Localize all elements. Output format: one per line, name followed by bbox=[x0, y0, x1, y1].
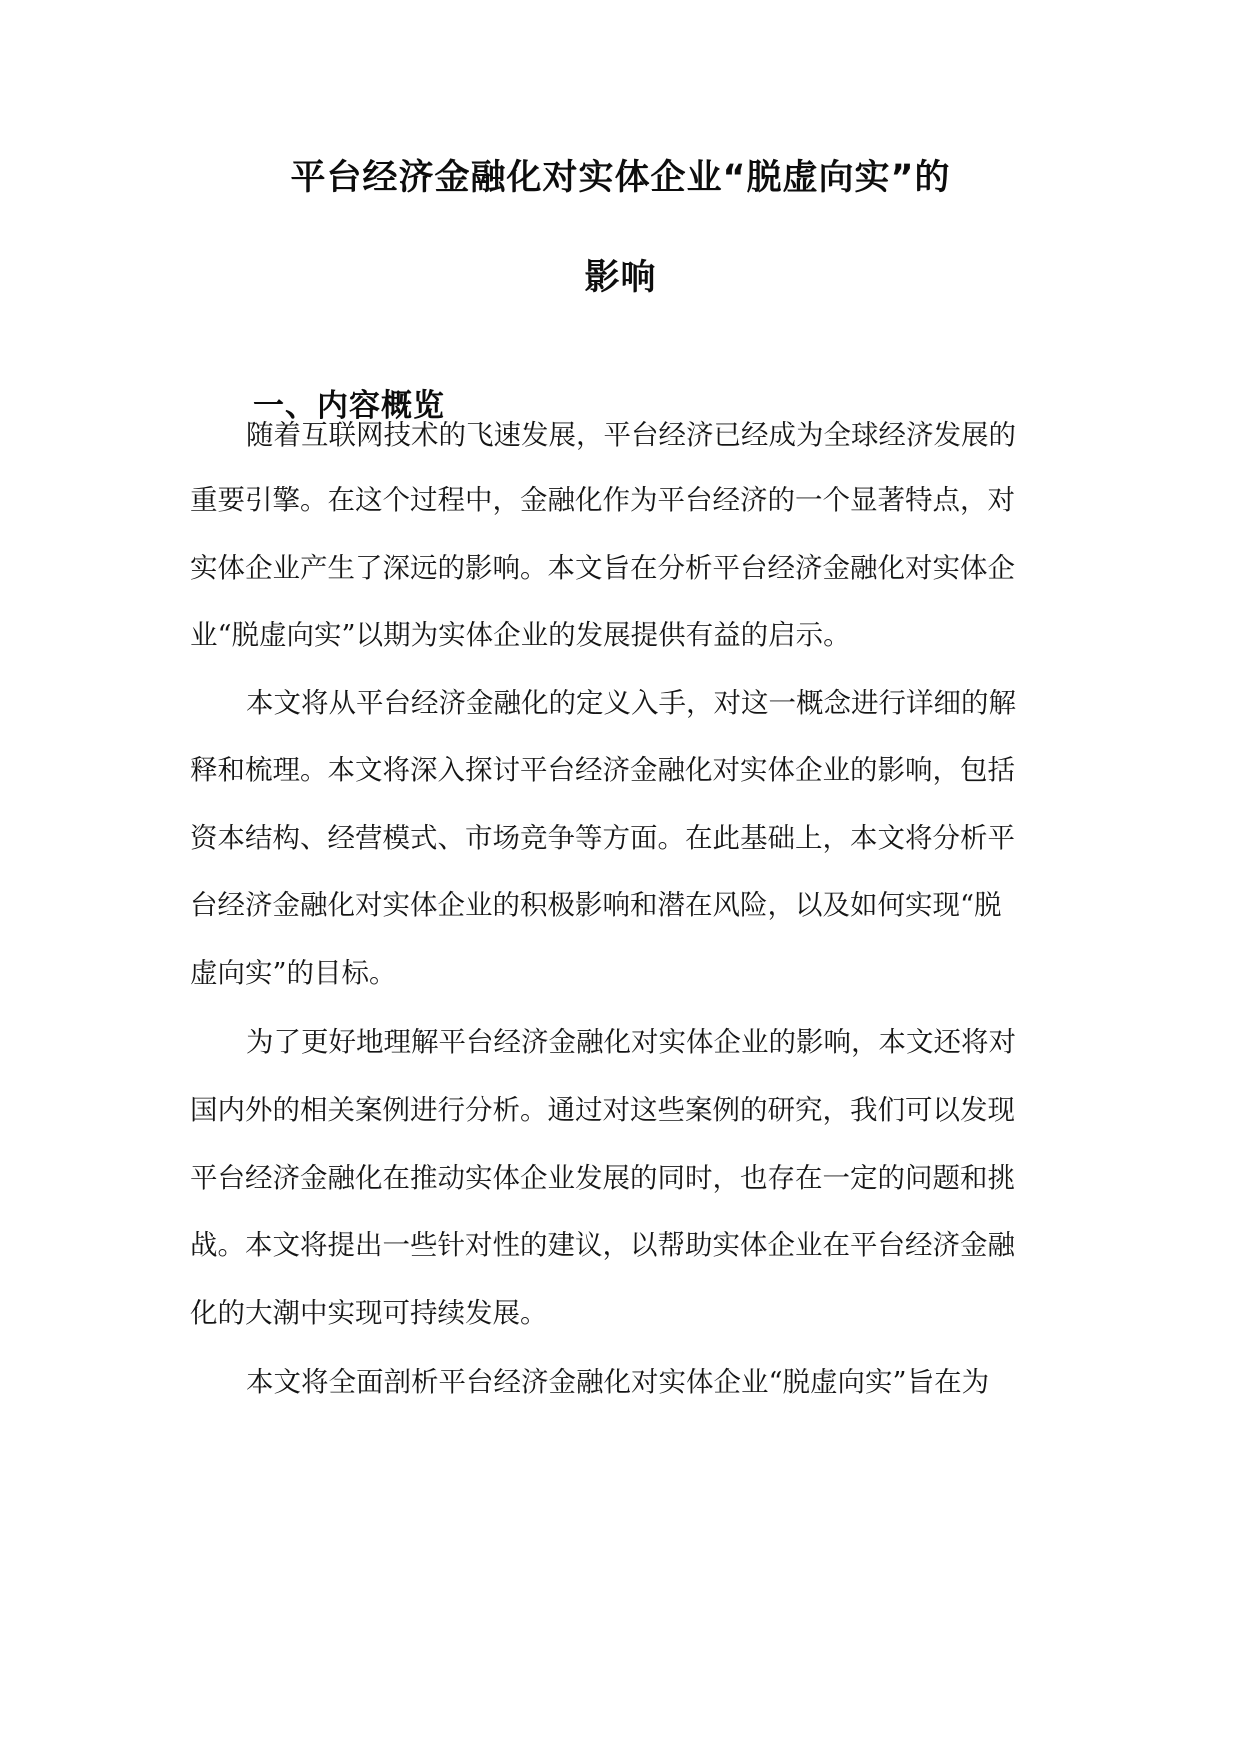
paragraph-1-line-1: 随着互联网技术的飞速发展，平台经济已经成为全球经济发展的 bbox=[246, 419, 1016, 451]
section-heading: 一、内容概览 bbox=[253, 388, 445, 424]
paragraph-3-line-1: 为了更好地理解平台经济金融化对实体企业的影响，本文还将对 bbox=[246, 1026, 1016, 1058]
paragraph-2-line-4: 台经济金融化对实体企业的积极影响和潜在风险，以及如何实现“脱 bbox=[190, 889, 1002, 921]
paragraph-3-line-5: 化的大潮中实现可持续发展。 bbox=[190, 1297, 548, 1329]
paragraph-2-line-5: 虚向实”的目标。 bbox=[190, 957, 397, 989]
paragraph-1-line-3: 实体企业产生了深远的影响。本文旨在分析平台经济金融化对实体企 bbox=[190, 552, 1015, 584]
document-title-line-1: 平台经济金融化对实体企业“脱虚向实”的 bbox=[290, 158, 951, 198]
paragraph-3-line-4: 战。本文将提出一些针对性的建议，以帮助实体企业在平台经济金融 bbox=[190, 1229, 1015, 1261]
paragraph-1-line-4: 业“脱虚向实”以期为实体企业的发展提供有益的启示。 bbox=[190, 619, 851, 651]
paragraph-3-line-2: 国内外的相关案例进行分析。通过对这些案例的研究，我们可以发现 bbox=[190, 1094, 1015, 1126]
paragraph-4-line-1: 本文将全面剖析平台经济金融化对实体企业“脱虚向实”旨在为 bbox=[246, 1366, 990, 1398]
paragraph-2-line-1: 本文将从平台经济金融化的定义入手，对这一概念进行详细的解 bbox=[246, 687, 1016, 719]
paragraph-2-line-3: 资本结构、经营模式、市场竞争等方面。在此基础上，本文将分析平 bbox=[190, 822, 1015, 854]
paragraph-1-line-2: 重要引擎。在这个过程中，金融化作为平台经济的一个显著特点，对 bbox=[190, 484, 1015, 516]
paragraph-2-line-2: 释和梳理。本文将深入探讨平台经济金融化对实体企业的影响，包括 bbox=[190, 754, 1015, 786]
document-title-line-2: 影响 bbox=[584, 258, 657, 298]
paragraph-3-line-3: 平台经济金融化在推动实体企业发展的同时，也存在一定的问题和挑 bbox=[190, 1162, 1015, 1194]
